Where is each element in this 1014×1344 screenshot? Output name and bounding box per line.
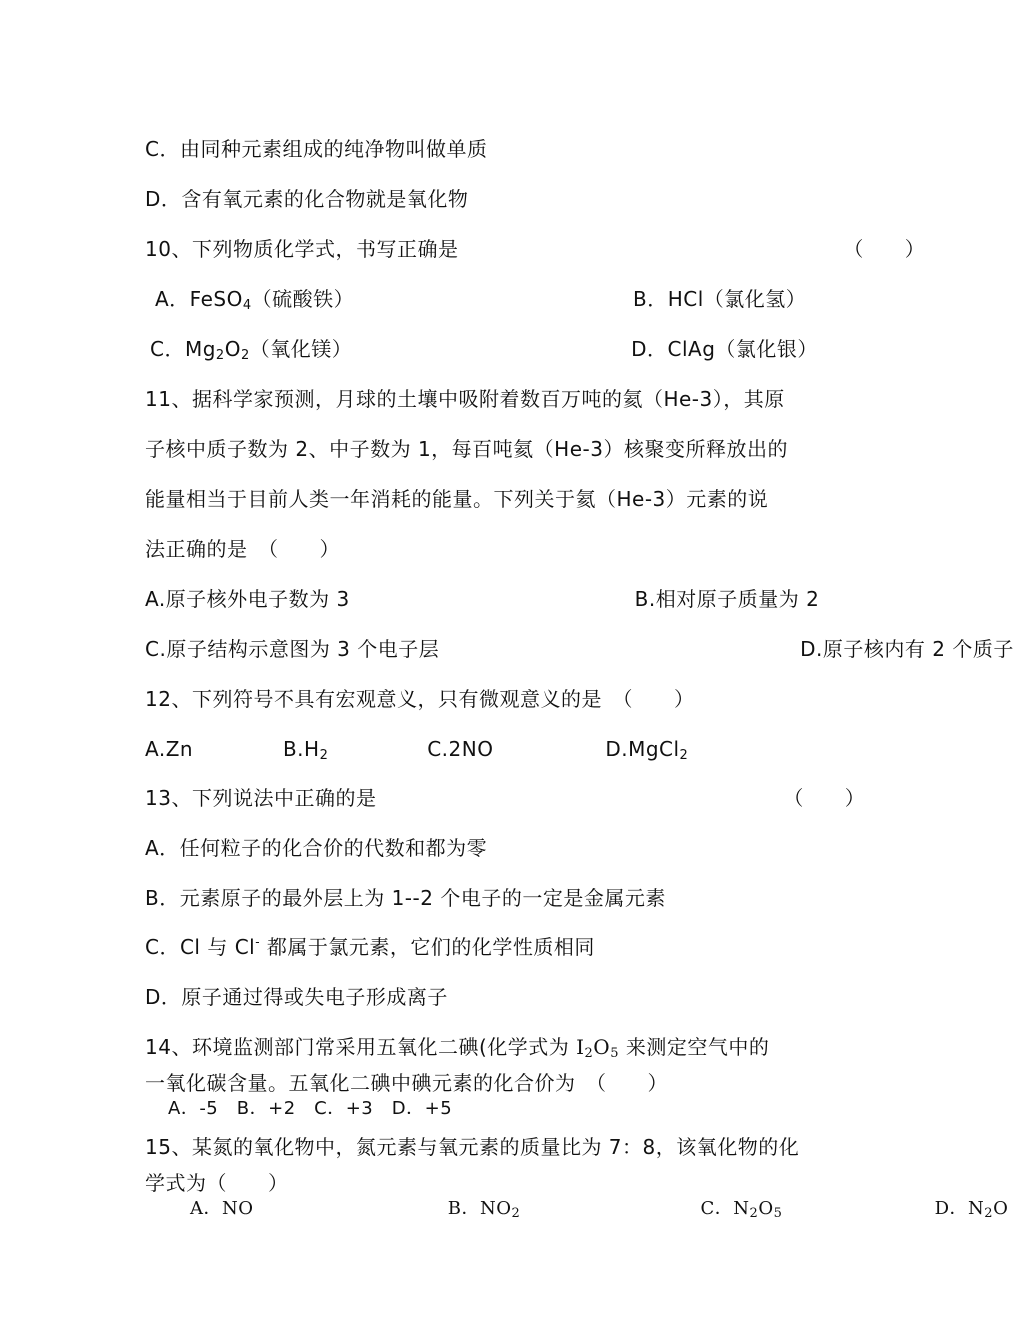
q10-options-ab bbox=[155, 286, 855, 312]
q14-options: A．-5 B．+2 C．+3 D．+5 bbox=[168, 1098, 453, 1119]
q13-option-a: A．任何粒子的化合价的代数和都为零 bbox=[145, 836, 488, 860]
q15-option-d: D．$N_2O$ bbox=[934, 1198, 1009, 1221]
q9-option-c: C．由同种元素组成的纯净物叫做单质 bbox=[145, 137, 488, 161]
q10-answer-blank: （ ） bbox=[843, 237, 926, 261]
q10-stem-text: 10、下列物质化学式，书写正确是 bbox=[145, 237, 459, 261]
q12-option-c: C.2NO bbox=[427, 737, 494, 761]
q10-options-cd bbox=[150, 336, 850, 362]
q13-option-b: B．元素原子的最外层上为 1--2 个电子的一定是金属元素 bbox=[145, 886, 666, 910]
q15-option-b: B．$NO_2$ bbox=[447, 1198, 521, 1221]
q11-option-b: B.相对原子质量为 2 bbox=[634, 587, 820, 611]
q15-stem-line-2: 学式为（ ） bbox=[145, 1171, 289, 1195]
q15-option-a: A．NO bbox=[190, 1198, 254, 1219]
q13-option-d: D．原子通过得或失电子形成离子 bbox=[145, 985, 448, 1009]
q10-option-b: B．HCl（氯化氢） bbox=[632, 287, 807, 311]
q10-option-a: A．FeSO$_4$（硫酸铁） bbox=[155, 287, 355, 313]
q11-option-c: C.原子结构示意图为 3 个电子层 bbox=[145, 637, 440, 661]
q13-stem-text: 13、下列说法中正确的是 bbox=[145, 786, 377, 810]
q12-option-d: D.MgCl$_2$ bbox=[605, 737, 689, 763]
q11-stem-line-1: 11、据科学家预测，月球的土壤中吸附着数百万吨的氦（He-3），其原 bbox=[145, 387, 785, 411]
q13-option-c: C．Cl 与 Cl- 都属于氯元素，它们的化学性质相同 bbox=[145, 935, 595, 959]
q14-formula: $I_2O_5$ bbox=[576, 1035, 619, 1061]
q11-options-cd bbox=[145, 636, 1014, 662]
q11-stem-line-4: 法正确的是 （ ） bbox=[145, 537, 340, 561]
q15-options bbox=[190, 1196, 1009, 1222]
q12-options bbox=[145, 736, 845, 762]
q12-option-a: A.Zn bbox=[145, 737, 194, 761]
q11-options-ab bbox=[145, 586, 845, 612]
q12-option-b: $B.H_2$ bbox=[282, 737, 329, 763]
q11-option-a: A.原子核外电子数为 3 bbox=[145, 587, 350, 611]
q11-option-d: D.原子核内有 2 个质子 bbox=[800, 637, 1014, 661]
q14-stem-line-2: 一氧化碳含量。五氧化二碘中碘元素的化合价为 （ ） bbox=[145, 1071, 668, 1095]
q10-stem bbox=[145, 236, 926, 262]
q11-stem-line-2: 子核中质子数为 2、中子数为 1，每百吨氦（He-3）核聚变所释放出的 bbox=[145, 437, 788, 461]
q13-stem bbox=[145, 785, 866, 811]
q10-option-c: C．$Mg_2O_2$（氧化镁） bbox=[150, 337, 353, 363]
q14-stem-line-1: 14、环境监测部门常采用五氧化二碘(化学式为 $I_2O_5$ 来测定空气中的 bbox=[145, 1035, 770, 1061]
q15-option-c: C．$N_2O_5$ bbox=[700, 1198, 783, 1221]
q13-answer-blank: （ ） bbox=[783, 786, 866, 810]
q15-stem-line-1: 15、某氮的氧化物中，氮元素与氧元素的质量比为 7：8，该氧化物的化 bbox=[145, 1135, 800, 1159]
q12-stem: 12、下列符号不具有宏观意义，只有微观意义的是 （ ） bbox=[145, 687, 695, 711]
q10-option-d: D．ClAg（氯化银） bbox=[631, 337, 818, 361]
q11-stem-line-3: 能量相当于目前人类一年消耗的能量。下列关于氦（He-3）元素的说 bbox=[145, 487, 769, 511]
q9-option-d: D．含有氧元素的化合物就是氧化物 bbox=[145, 187, 469, 211]
